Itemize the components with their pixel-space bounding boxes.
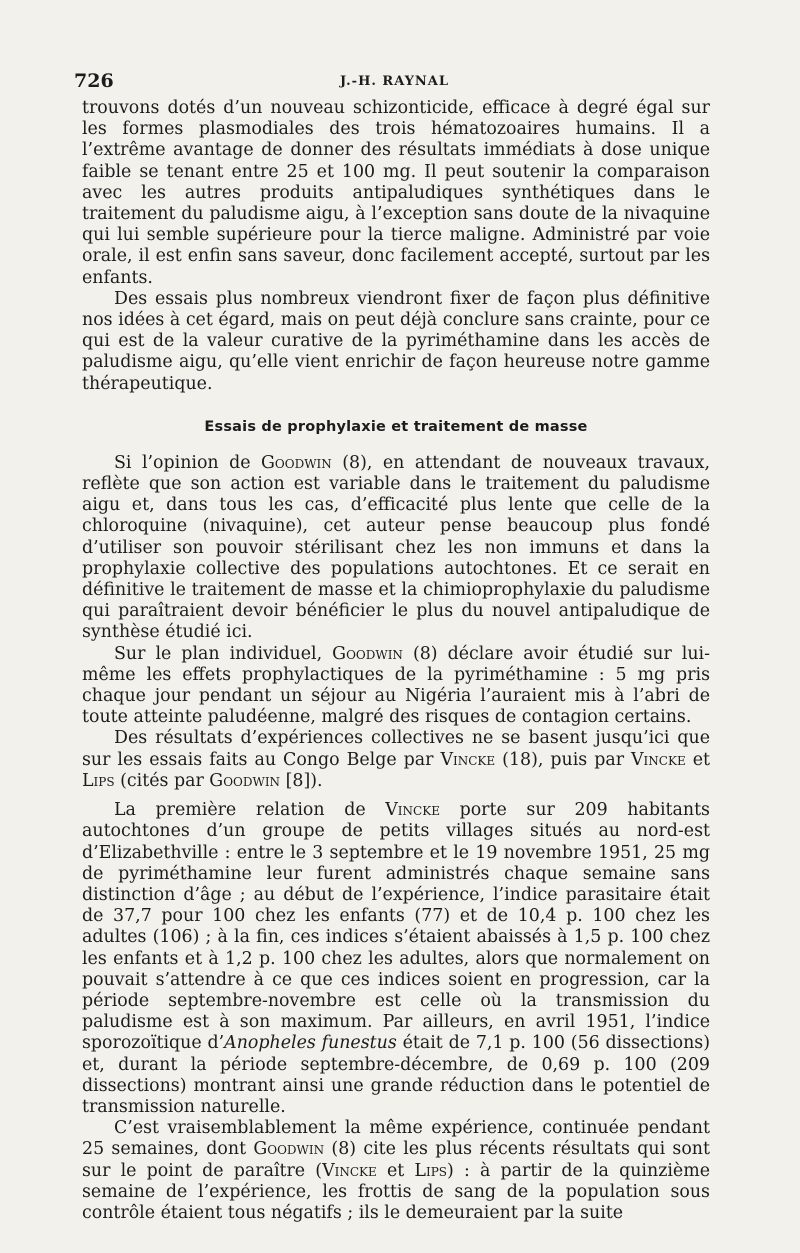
text-run: La première relation de	[114, 800, 386, 821]
paragraph-2: Des essais plus nombreux viendront fixer de façon plus définitive nos idées à cet égard, mais on peut déjà conclure sans crainte, pour ce qui est de la valeur curative de la pyriméthamine dans les accès de paludisme aigu, qu’elle vient enrichir de façon heureuse notre gamme thérapeutique.	[82, 288, 710, 394]
article-body	[82, 98, 710, 1224]
author-name: Vincke	[322, 1160, 377, 1181]
page-number: 726	[74, 70, 114, 92]
paragraph-7	[82, 1118, 710, 1224]
running-author: J.-H. RAYNAL	[340, 74, 450, 89]
text-run: et	[376, 1160, 415, 1181]
text-run: (8) déclare avoir étudié sur lui-même les effets prophylactiques de la pyriméthamine : 5 mg pris chaque jour pendant un séjour au Nigéria l’auraient mis à l’abri de toute atteinte paludéenne, malgré des risques de contagion certains.	[82, 643, 710, 728]
paragraph-1: trouvons dotés d’un nouveau schizonticide, efficace à degré égal sur les formes plasmodiales des trois hématozoaires humains. Il a l’extrême avantage de donner des résultats immédiats à dose unique faible se tenant entre 25 et 100 mg. Il peut soutenir la comparaison avec les autres produits antipaludiques synthétiques dans le traitement du paludisme aigu, à l’exception sans doute de la nivaquine qui lui semble supérieure pour la tierce maligne. Administré par voie orale, il est enfin sans saveur, donc facilement accepté, surtout par les enfants.	[82, 98, 710, 288]
text-run: (18), puis par	[495, 749, 631, 770]
text-run: et	[685, 749, 710, 770]
text-run: était de 7,1 p. 100 (56 dissections) et, durant la période septembre-décembre, de 0,69 p. 100 (209 dissections) montrant ainsi une grande réduction dans le potentiel de transmission naturelle.	[82, 1033, 711, 1117]
text-run: ) : à partir de la quinzième semaine de l’expérience, les frottis de sang de la population sous contrôle étaient tous négatifs ; ils le demeuraient par la suite	[82, 1160, 710, 1223]
author-name: Goodwin	[332, 643, 403, 664]
author-name: Goodwin	[209, 770, 281, 791]
paragraph-4	[82, 644, 710, 729]
author-name: Vincke	[385, 800, 440, 821]
text-run: C’est vraisemblablement la même expérience, continuée pendant 25 semaines, dont	[82, 1118, 710, 1160]
text-run: (8), en attendant de nouveaux travaux, reflète que son action est variable dans le traitement du paludisme aigu et, dans tous les cas, d’efficacité plus lente que celle de la chloroquine (nivaquine), cet auteur pense beaucoup plus fondé d’utiliser son pouvoir stérilisant chez les non immuns et dans la prophylaxie collective des populations autochtones. Et ce serait en définitive le traitement de masse et la chimioprophylaxie du paludisme qui paraîtraient devoir bénéficier le plus du nouvel antipaludique de synthèse étudié ici.	[82, 452, 710, 643]
section-heading: Essais de prophylaxie et traitement de masse	[204, 418, 588, 435]
text-run: (8) cite les plus récents résultats qui sont sur le point de paraître (	[82, 1139, 710, 1181]
text-run: (cités par	[114, 770, 210, 791]
text-run: Si l’opinion de	[114, 452, 262, 473]
author-name: Goodwin	[253, 1139, 325, 1160]
page	[74, 70, 711, 1224]
species-name: Anopheles funestus	[224, 1033, 397, 1054]
text-run: [8]).	[280, 770, 323, 791]
text-run: Sur le plan individuel,	[114, 643, 333, 664]
running-header	[74, 70, 710, 98]
author-name: Goodwin	[261, 452, 332, 473]
paragraph-3	[82, 453, 710, 644]
paragraph-5	[82, 728, 710, 792]
author-name: Lips	[414, 1160, 448, 1181]
author-name: Vincke	[440, 749, 496, 770]
text-run: porte sur 209 habitants autochtones d’un groupe de petits villages situés au nord-est d’Elizabethville : entre le 3 septembre et le 19 novembre 1951, 25 mg de pyriméthamine leur furent administrés chaque semaine sans distinction d’âge ; au début de l’expérience, l’indice parasitaire était de 37,7 pour 100 chez les enfants (77) et de 10,4 p. 100 chez les adultes (106) ; à la fin, ces indices s’étaient abaissés à 1,5 p. 100 chez les enfants et à 1,2 p. 100 chez les adultes, alors que normalement on pouvait s’attendre à ce que ces indices soient en progression, car la période septembre-novembre est celle où la transmission du paludisme est à son maximum. Par ailleurs, en avril 1951, l’indice sporozoïtique d’	[82, 800, 710, 1054]
text-run: Des résultats d’expériences collectives ne se basent jusqu’ici que sur les essais faits au Congo Belge par	[82, 728, 710, 770]
spacer	[82, 792, 710, 800]
author-name: Vincke	[631, 749, 686, 770]
author-name: Lips	[82, 770, 115, 791]
paragraph-6	[82, 800, 710, 1118]
